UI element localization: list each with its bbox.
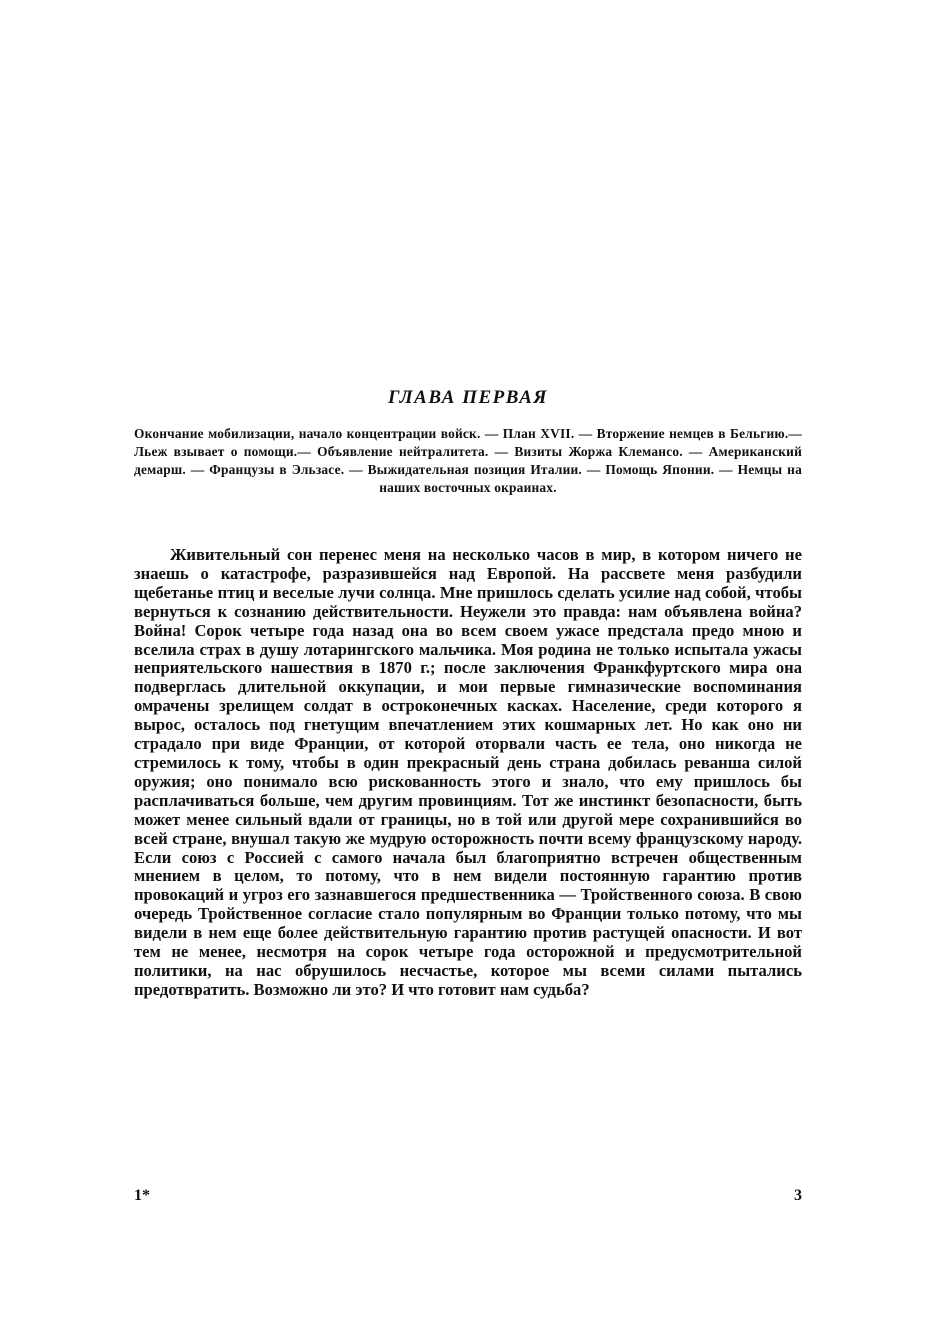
chapter-synopsis: Окончание мобилизации, начало концентрации войск. — План XVII. — Вторжение немцев в Бельгию.—Льеж взывает о помощи.— Объявление нейтралитета. — Визиты Жоржа Клемансо. — Американский демарш. — Французы в Эльзасе. — Выжидательная позиция Италии. — Помощь Японии. — Немцы на наших восточных окраинах. (134, 426, 802, 495)
chapter-title: ГЛАВА ПЕРВАЯ (387, 387, 549, 408)
page-number: 3 (794, 1187, 802, 1204)
signature-mark: 1* (134, 1187, 150, 1204)
body-paragraph: Живительный сон перенес меня на несколько часов в мир, в котором ничего не знаешь о катастрофе, разразившейся над Европой. На рассвете меня разбудили щебетанье птиц и веселые лучи солнца. Мне пришлось сделать усилие над собой, чтобы вернуться к сознанию действительности. Неужели это правда: нам объявлена война? Война! Сорок четыре года назад она во всем своем ужасе предстала предо мною и вселила страх в душу лотарингского мальчика. Моя родина не только испытала ужасы неприятельского нашествия в 1870 г.; после заключения Франкфуртского мира она подверглась длительной оккупации, и мои первые гимназические воспоминания омрачены зрелищем солдат в остроконечных касках. Население, среди которого я вырос, осталось под гнетущим впечатлением этих кошмарных лет. Но как оно ни страдало при виде Франции, от которой оторвали часть ее тела, оно никогда не стремилось к тому, чтобы в один прекрасный день страна добилась реванша силой оружия; оно понимало всю рискованность этого и знало, что ему пришлось бы расплачиваться больше, чем другим провинциям. Тот же инстинкт безопасности, быть может менее сильный вдали от границы, но в той или другой мере сохранившийся во всей стране, внушал такую же мудрую осторожность почти всему французскому народу. Если союз с Россией с самого начала был благоприятно встречен общественным мнением в целом, то потому, что в нем видели постоянную гарантию против провокаций и угроз его зазнавшегося предшественника — Тройственного союза. В свою очередь Тройственное согласие стало популярным во Франции только потому, что мы видели в нем еще более действительную гарантию против растущей опасности. И вот тем не менее, несмотря на сорок четыре года осторожной и предусмотрительной политики, на нас обрушилось несчастье, которое мы всеми силами пытались предотвратить. Возможно ли это? И что готовит нам судьба? (134, 545, 802, 999)
